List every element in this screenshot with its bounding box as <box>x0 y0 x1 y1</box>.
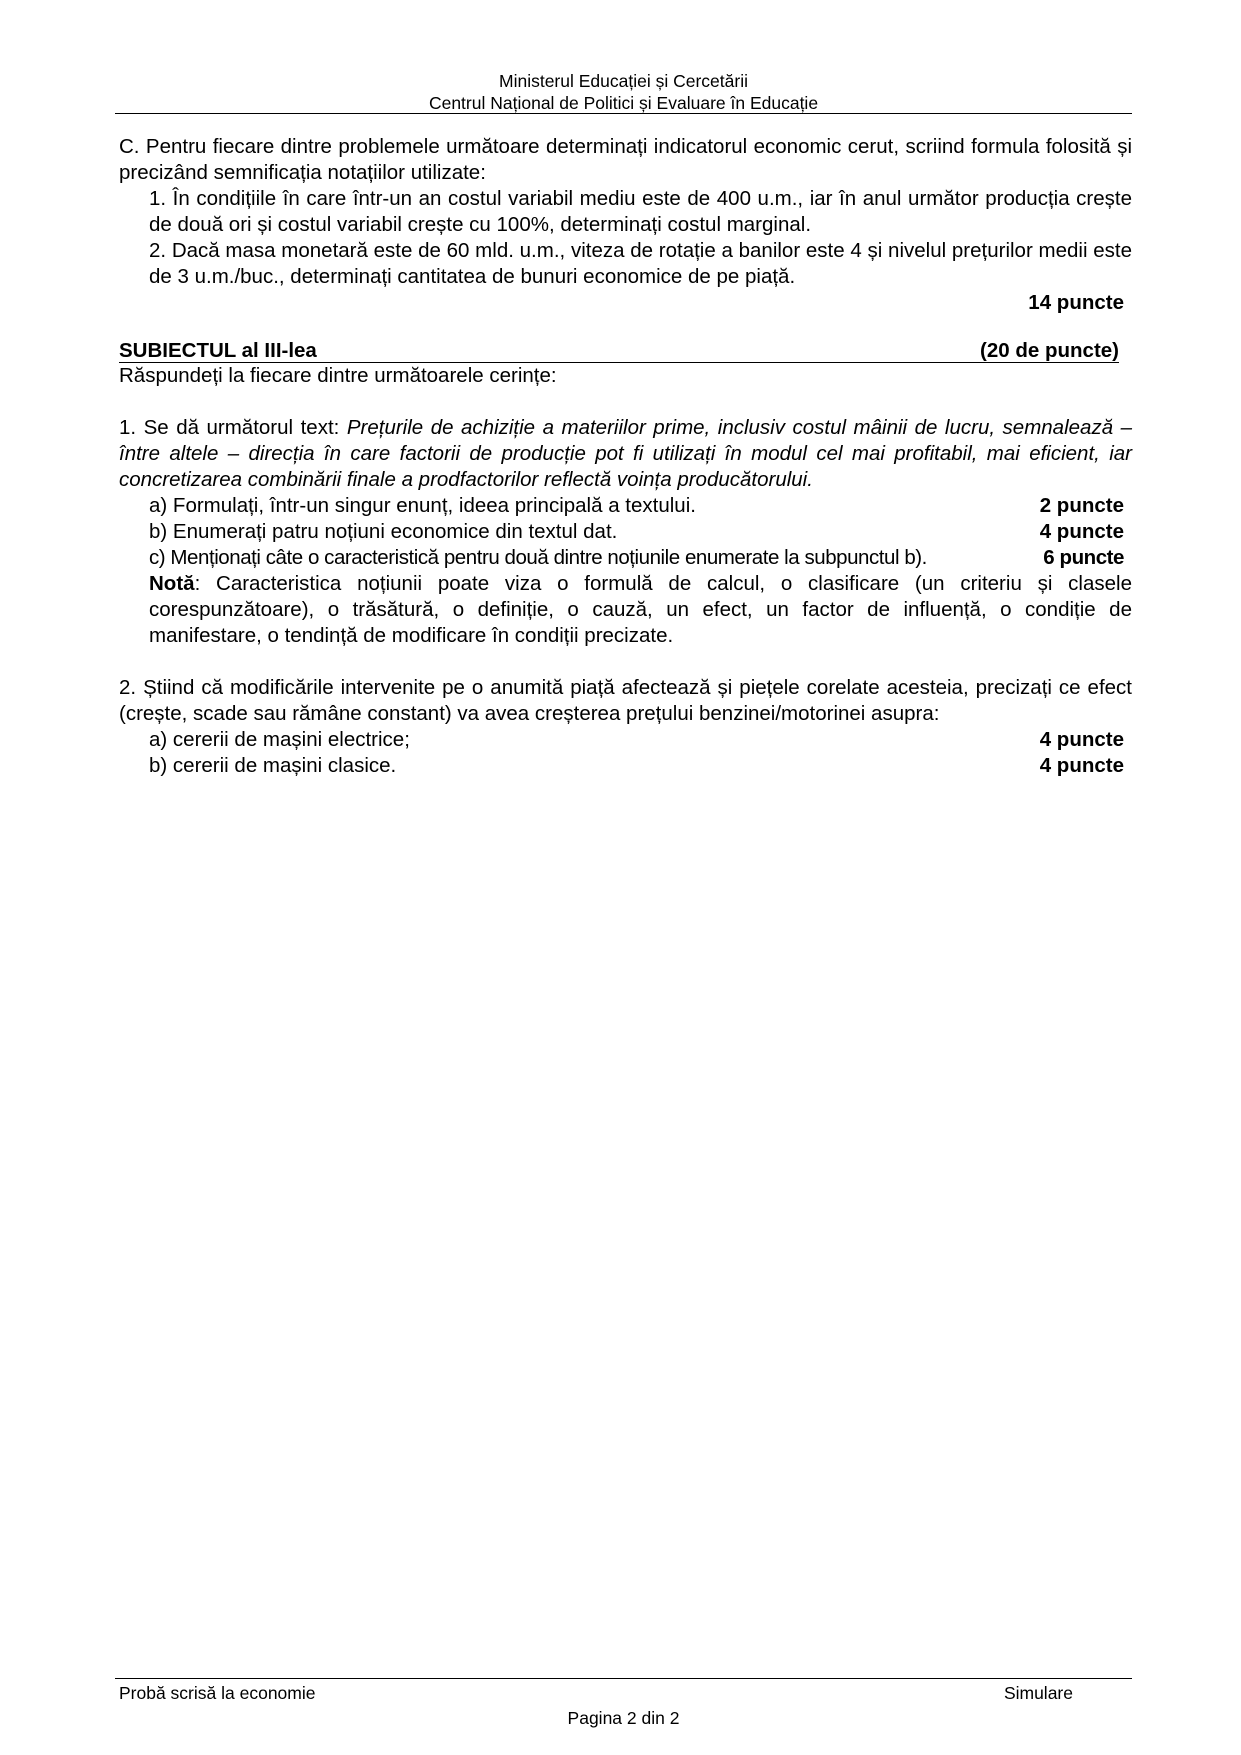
question-2b-points: 4 puncte <box>1039 754 1124 777</box>
question-1b-text: b) Enumerați patru noțiuni economice din textul dat. <box>149 520 618 543</box>
section-c <box>119 134 1132 316</box>
footer-exam-name: Probă scrisă la economie <box>119 1683 316 1703</box>
question-1c-text: c) Menționați câte o caracteristică pentru două dintre noțiunile enumerate la subpunctul b). <box>149 546 927 569</box>
footer-exam-type: Simulare <box>1003 1683 1073 1703</box>
page-number: Pagina 2 din 2 <box>567 1708 680 1728</box>
question-1a-text: a) Formulați, într-un singur enunț, ideea principală a textului. <box>149 494 696 517</box>
page-header <box>115 70 1132 114</box>
header-ministry: Ministerul Educației și Cercetării <box>499 71 748 91</box>
section-c-intro: C. Pentru fiecare dintre problemele următoare determinați indicatorul economic cerut, scriind formula folosită și precizând semnificația notațiilor utilizate: <box>119 135 1132 184</box>
question-2a-text: a) cererii de mașini electrice; <box>149 728 410 751</box>
question-2a <box>119 727 1132 753</box>
question-2a-points: 4 puncte <box>1039 728 1124 751</box>
header-divider <box>115 113 1132 114</box>
question-1-quote: Prețurile de achiziție a materiilor prime, inclusiv costul mâinii de lucru, semnalează – între altele – direcția în care factorii de producție pot fi utilizați în modul cel mai profitabil, mai eficient, iar concretizarea combinării finale a prodfactorilor reflectă voința producătorului. <box>119 416 1133 491</box>
question-2b <box>119 753 1132 779</box>
section-c-points: 14 puncte <box>1028 291 1124 314</box>
header-center: Centrul Național de Politici și Evaluare în Educație <box>428 93 819 113</box>
question-1b <box>119 519 1132 545</box>
footer-divider <box>115 1678 1132 1679</box>
question-1a-points: 2 puncte <box>1039 494 1124 517</box>
question-1 <box>119 415 1132 649</box>
question-1-text <box>119 415 1132 493</box>
question-1b-points: 4 puncte <box>1039 520 1124 543</box>
subject-3-title: SUBIECTUL al III-lea <box>119 339 317 362</box>
question-1c <box>119 545 1132 571</box>
question-2-text: 2. Știind că modificările intervenite pe o anumită piață afectează și piețele corelate acesteia, precizați ce efect (crește, scade sau rămâne constant) va avea creșterea prețului benzinei/motorinei asupra: <box>119 676 1132 725</box>
section-c-item-1: 1. În condițiile în care într-un an costul variabil mediu este de 400 u.m., iar în anul următor producția crește de două ori și costul variabil crește cu 100%, determinați costul marginal. <box>149 187 1132 236</box>
subject-3-points: (20 de puncte) <box>980 339 1119 362</box>
question-1a <box>119 493 1132 519</box>
question-2 <box>119 675 1132 779</box>
note-text: : Caracteristica noțiunii poate viza o formulă de calcul, o clasificare (un criteriu și clasele corespunzătoare), o trăsătură, o definiție, o cauză, un efect, un factor de influență, o condiție de manifestare, o tendință de modificare în condiții precizate. <box>149 572 1132 647</box>
question-2b-text: b) cererii de mașini clasice. <box>149 754 397 777</box>
note-label: Notă <box>149 572 195 595</box>
subject-3-instruction: Răspundeți la fiecare dintre următoarele cerințe: <box>119 364 557 387</box>
document-body <box>119 134 1132 779</box>
section-c-item-2: 2. Dacă masa monetară este de 60 mld. u.m., viteza de rotație a banilor este 4 și nivelul prețurilor medii este de 3 u.m./buc., determinați cantitatea de bunuri economice de pe piață. <box>149 239 1132 288</box>
question-1-note <box>119 571 1132 649</box>
question-1-lead: 1. Se dă următorul text: <box>119 416 347 439</box>
subject-3-heading <box>119 339 1119 363</box>
question-1c-points: 6 puncte <box>1043 546 1124 569</box>
